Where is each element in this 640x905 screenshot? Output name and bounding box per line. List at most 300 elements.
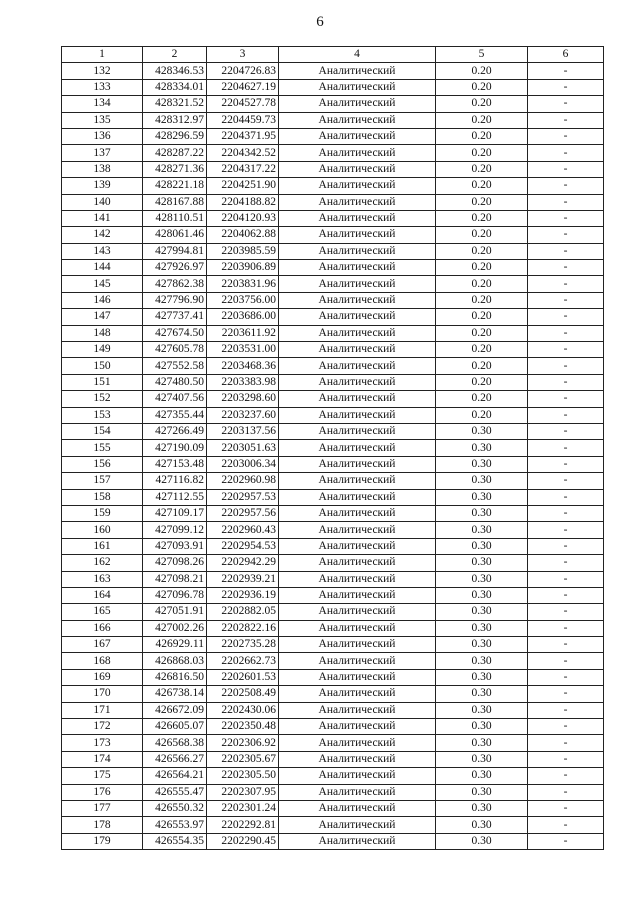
table-row [62,145,604,161]
point-number-cell: 166 [62,620,143,636]
y-coordinate-cell: 2203531.00 [207,342,279,358]
point-number-cell: 142 [62,227,143,243]
note-cell: - [528,489,604,505]
note-cell: - [528,522,604,538]
x-coordinate-cell: 427355.44 [143,407,207,423]
x-coordinate-cell: 428061.46 [143,227,207,243]
accuracy-cell: 0.30 [436,669,528,685]
accuracy-cell: 0.20 [436,407,528,423]
point-number-cell: 139 [62,178,143,194]
point-number-cell: 175 [62,768,143,784]
y-coordinate-cell: 2202957.53 [207,489,279,505]
y-coordinate-cell: 2204317.22 [207,161,279,177]
table-row [62,423,604,439]
x-coordinate-cell: 427862.38 [143,276,207,292]
accuracy-cell: 0.30 [436,538,528,554]
note-cell: - [528,128,604,144]
note-cell: - [528,440,604,456]
y-coordinate-cell: 2202305.67 [207,751,279,767]
point-number-cell: 178 [62,817,143,833]
point-number-cell: 179 [62,833,143,849]
point-number-cell: 156 [62,456,143,472]
point-number-cell: 164 [62,587,143,603]
method-cell: Аналитический [279,587,436,603]
accuracy-cell: 0.20 [436,391,528,407]
y-coordinate-cell: 2203298.60 [207,391,279,407]
y-coordinate-cell: 2204062.88 [207,227,279,243]
note-cell: - [528,751,604,767]
accuracy-cell: 0.30 [436,505,528,521]
y-coordinate-cell: 2203383.98 [207,374,279,390]
note-cell: - [528,800,604,816]
note-cell: - [528,260,604,276]
point-number-cell: 136 [62,128,143,144]
x-coordinate-cell: 426554.35 [143,833,207,849]
accuracy-cell: 0.30 [436,719,528,735]
x-coordinate-cell: 427116.82 [143,473,207,489]
table-row [62,637,604,653]
point-number-cell: 153 [62,407,143,423]
table-row [62,342,604,358]
method-cell: Аналитический [279,456,436,472]
y-coordinate-cell: 2202957.56 [207,505,279,521]
table-row [62,358,604,374]
note-cell: - [528,63,604,79]
y-coordinate-cell: 2202306.92 [207,735,279,751]
accuracy-cell: 0.30 [436,620,528,636]
note-cell: - [528,292,604,308]
accuracy-cell: 0.20 [436,194,528,210]
point-number-cell: 172 [62,719,143,735]
y-coordinate-cell: 2204726.83 [207,63,279,79]
method-cell: Аналитический [279,96,436,112]
method-cell: Аналитический [279,79,436,95]
table-row [62,604,604,620]
y-coordinate-cell: 2203831.96 [207,276,279,292]
table-row [62,719,604,735]
y-coordinate-cell: 2202662.73 [207,653,279,669]
y-coordinate-cell: 2202290.45 [207,833,279,849]
table-row [62,325,604,341]
table-row [62,407,604,423]
point-number-cell: 162 [62,555,143,571]
table-row [62,391,604,407]
point-number-cell: 170 [62,686,143,702]
note-cell: - [528,358,604,374]
table-row [62,161,604,177]
y-coordinate-cell: 2204251.90 [207,178,279,194]
table-row [62,800,604,816]
y-coordinate-cell: 2203137.56 [207,423,279,439]
x-coordinate-cell: 427407.56 [143,391,207,407]
note-cell: - [528,456,604,472]
table-row [62,669,604,685]
accuracy-cell: 0.30 [436,456,528,472]
accuracy-cell: 0.30 [436,702,528,718]
accuracy-cell: 0.30 [436,489,528,505]
method-cell: Аналитический [279,243,436,259]
accuracy-cell: 0.30 [436,768,528,784]
accuracy-cell: 0.20 [436,292,528,308]
table-row [62,178,604,194]
x-coordinate-cell: 427096.78 [143,587,207,603]
note-cell: - [528,768,604,784]
y-coordinate-cell: 2202305.50 [207,768,279,784]
accuracy-cell: 0.30 [436,637,528,653]
y-coordinate-cell: 2203906.89 [207,260,279,276]
method-cell: Аналитический [279,784,436,800]
y-coordinate-cell: 2202601.53 [207,669,279,685]
x-coordinate-cell: 428321.52 [143,96,207,112]
point-number-cell: 174 [62,751,143,767]
method-cell: Аналитический [279,194,436,210]
x-coordinate-cell: 427112.55 [143,489,207,505]
method-cell: Аналитический [279,210,436,226]
header-cell-2: 2 [143,47,207,63]
x-coordinate-cell: 428287.22 [143,145,207,161]
table-row [62,571,604,587]
table-row [62,522,604,538]
page-number: 6 [316,14,324,30]
method-cell: Аналитический [279,227,436,243]
x-coordinate-cell: 426672.09 [143,702,207,718]
y-coordinate-cell: 2203006.34 [207,456,279,472]
y-coordinate-cell: 2202350.48 [207,719,279,735]
table-row [62,751,604,767]
x-coordinate-cell: 427098.26 [143,555,207,571]
x-coordinate-cell: 427153.48 [143,456,207,472]
y-coordinate-cell: 2203985.59 [207,243,279,259]
method-cell: Аналитический [279,374,436,390]
method-cell: Аналитический [279,276,436,292]
point-number-cell: 158 [62,489,143,505]
point-number-cell: 155 [62,440,143,456]
point-number-cell: 168 [62,653,143,669]
y-coordinate-cell: 2202960.98 [207,473,279,489]
x-coordinate-cell: 427093.91 [143,538,207,554]
point-number-cell: 161 [62,538,143,554]
accuracy-cell: 0.20 [436,63,528,79]
x-coordinate-cell: 426605.07 [143,719,207,735]
point-number-cell: 138 [62,161,143,177]
method-cell: Аналитический [279,768,436,784]
x-coordinate-cell: 427099.12 [143,522,207,538]
note-cell: - [528,604,604,620]
table-row [62,833,604,849]
point-number-cell: 177 [62,800,143,816]
note-cell: - [528,833,604,849]
note-cell: - [528,620,604,636]
table-row [62,587,604,603]
method-cell: Аналитический [279,702,436,718]
method-cell: Аналитический [279,800,436,816]
note-cell: - [528,505,604,521]
note-cell: - [528,210,604,226]
y-coordinate-cell: 2203051.63 [207,440,279,456]
point-number-cell: 147 [62,309,143,325]
accuracy-cell: 0.30 [436,587,528,603]
table-row [62,538,604,554]
point-number-cell: 157 [62,473,143,489]
note-cell: - [528,423,604,439]
y-coordinate-cell: 2204120.93 [207,210,279,226]
y-coordinate-cell: 2202307.95 [207,784,279,800]
y-coordinate-cell: 2203611.92 [207,325,279,341]
y-coordinate-cell: 2204342.52 [207,145,279,161]
method-cell: Аналитический [279,620,436,636]
header-cell-3: 3 [207,47,279,63]
table-row [62,128,604,144]
table-header [62,47,604,63]
table-row [62,96,604,112]
method-cell: Аналитический [279,260,436,276]
y-coordinate-cell: 2204527.78 [207,96,279,112]
note-cell: - [528,276,604,292]
note-cell: - [528,374,604,390]
note-cell: - [528,161,604,177]
x-coordinate-cell: 427109.17 [143,505,207,521]
table-row [62,505,604,521]
accuracy-cell: 0.20 [436,325,528,341]
y-coordinate-cell: 2202508.49 [207,686,279,702]
x-coordinate-cell: 428312.97 [143,112,207,128]
accuracy-cell: 0.30 [436,522,528,538]
accuracy-cell: 0.30 [436,653,528,669]
note-cell: - [528,96,604,112]
accuracy-cell: 0.30 [436,784,528,800]
method-cell: Аналитический [279,423,436,439]
point-number-cell: 160 [62,522,143,538]
method-cell: Аналитический [279,817,436,833]
accuracy-cell: 0.20 [436,96,528,112]
note-cell: - [528,145,604,161]
y-coordinate-cell: 2202942.29 [207,555,279,571]
table-row [62,374,604,390]
y-coordinate-cell: 2203468.36 [207,358,279,374]
accuracy-cell: 0.30 [436,555,528,571]
accuracy-cell: 0.30 [436,833,528,849]
x-coordinate-cell: 427051.91 [143,604,207,620]
x-coordinate-cell: 428221.18 [143,178,207,194]
method-cell: Аналитический [279,538,436,554]
table-row [62,292,604,308]
accuracy-cell: 0.30 [436,817,528,833]
accuracy-cell: 0.30 [436,686,528,702]
point-number-cell: 159 [62,505,143,521]
accuracy-cell: 0.20 [436,358,528,374]
point-number-cell: 167 [62,637,143,653]
method-cell: Аналитический [279,440,436,456]
table-row [62,620,604,636]
note-cell: - [528,194,604,210]
y-coordinate-cell: 2203756.00 [207,292,279,308]
x-coordinate-cell: 426868.03 [143,653,207,669]
point-number-cell: 137 [62,145,143,161]
point-number-cell: 144 [62,260,143,276]
point-number-cell: 149 [62,342,143,358]
point-number-cell: 132 [62,63,143,79]
y-coordinate-cell: 2204627.19 [207,79,279,95]
accuracy-cell: 0.30 [436,800,528,816]
point-number-cell: 141 [62,210,143,226]
table-row [62,194,604,210]
note-cell: - [528,407,604,423]
accuracy-cell: 0.20 [436,161,528,177]
method-cell: Аналитический [279,833,436,849]
y-coordinate-cell: 2202954.53 [207,538,279,554]
header-cell-1: 1 [62,47,143,63]
y-coordinate-cell: 2202822.16 [207,620,279,636]
method-cell: Аналитический [279,555,436,571]
note-cell: - [528,227,604,243]
y-coordinate-cell: 2202960.43 [207,522,279,538]
note-cell: - [528,719,604,735]
x-coordinate-cell: 427994.81 [143,243,207,259]
y-coordinate-cell: 2203237.60 [207,407,279,423]
accuracy-cell: 0.30 [436,423,528,439]
point-number-cell: 150 [62,358,143,374]
method-cell: Аналитический [279,342,436,358]
point-number-cell: 146 [62,292,143,308]
method-cell: Аналитический [279,735,436,751]
x-coordinate-cell: 427266.49 [143,423,207,439]
point-number-cell: 163 [62,571,143,587]
x-coordinate-cell: 427190.09 [143,440,207,456]
x-coordinate-cell: 426568.38 [143,735,207,751]
x-coordinate-cell: 427002.26 [143,620,207,636]
x-coordinate-cell: 428296.59 [143,128,207,144]
table-row [62,63,604,79]
y-coordinate-cell: 2202735.28 [207,637,279,653]
y-coordinate-cell: 2203686.00 [207,309,279,325]
method-cell: Аналитический [279,571,436,587]
x-coordinate-cell: 428346.53 [143,63,207,79]
note-cell: - [528,686,604,702]
table-row [62,702,604,718]
accuracy-cell: 0.20 [436,79,528,95]
method-cell: Аналитический [279,407,436,423]
method-cell: Аналитический [279,637,436,653]
accuracy-cell: 0.20 [436,374,528,390]
x-coordinate-cell: 427926.97 [143,260,207,276]
x-coordinate-cell: 426929.11 [143,637,207,653]
x-coordinate-cell: 427098.21 [143,571,207,587]
y-coordinate-cell: 2202936.19 [207,587,279,603]
table-row [62,456,604,472]
x-coordinate-cell: 428334.01 [143,79,207,95]
header-cell-6: 6 [528,47,604,63]
x-coordinate-cell: 427605.78 [143,342,207,358]
method-cell: Аналитический [279,653,436,669]
point-number-cell: 154 [62,423,143,439]
method-cell: Аналитический [279,391,436,407]
point-number-cell: 133 [62,79,143,95]
note-cell: - [528,784,604,800]
note-cell: - [528,653,604,669]
method-cell: Аналитический [279,325,436,341]
note-cell: - [528,702,604,718]
y-coordinate-cell: 2202292.81 [207,817,279,833]
method-cell: Аналитический [279,719,436,735]
note-cell: - [528,325,604,341]
point-number-cell: 134 [62,96,143,112]
x-coordinate-cell: 426566.27 [143,751,207,767]
point-number-cell: 151 [62,374,143,390]
method-cell: Аналитический [279,686,436,702]
accuracy-cell: 0.20 [436,145,528,161]
x-coordinate-cell: 426555.47 [143,784,207,800]
table-row [62,735,604,751]
accuracy-cell: 0.20 [436,309,528,325]
method-cell: Аналитический [279,522,436,538]
table-row [62,784,604,800]
method-cell: Аналитический [279,358,436,374]
table-row [62,243,604,259]
point-number-cell: 176 [62,784,143,800]
x-coordinate-cell: 426816.50 [143,669,207,685]
note-cell: - [528,637,604,653]
x-coordinate-cell: 426550.32 [143,800,207,816]
x-coordinate-cell: 427552.58 [143,358,207,374]
accuracy-cell: 0.20 [436,260,528,276]
accuracy-cell: 0.20 [436,243,528,259]
table-row [62,489,604,505]
note-cell: - [528,342,604,358]
method-cell: Аналитический [279,751,436,767]
point-number-cell: 148 [62,325,143,341]
y-coordinate-cell: 2204188.82 [207,194,279,210]
accuracy-cell: 0.20 [436,342,528,358]
method-cell: Аналитический [279,112,436,128]
point-number-cell: 140 [62,194,143,210]
note-cell: - [528,391,604,407]
accuracy-cell: 0.20 [436,178,528,194]
method-cell: Аналитический [279,489,436,505]
point-number-cell: 165 [62,604,143,620]
method-cell: Аналитический [279,145,436,161]
accuracy-cell: 0.30 [436,604,528,620]
header-cell-5: 5 [436,47,528,63]
table-row [62,555,604,571]
x-coordinate-cell: 428167.88 [143,194,207,210]
point-number-cell: 171 [62,702,143,718]
y-coordinate-cell: 2204371.95 [207,128,279,144]
point-number-cell: 152 [62,391,143,407]
x-coordinate-cell: 427480.50 [143,374,207,390]
note-cell: - [528,79,604,95]
accuracy-cell: 0.20 [436,112,528,128]
method-cell: Аналитический [279,604,436,620]
method-cell: Аналитический [279,505,436,521]
point-number-cell: 135 [62,112,143,128]
point-number-cell: 145 [62,276,143,292]
accuracy-cell: 0.30 [436,473,528,489]
accuracy-cell: 0.30 [436,571,528,587]
note-cell: - [528,309,604,325]
accuracy-cell: 0.30 [436,440,528,456]
y-coordinate-cell: 2204459.73 [207,112,279,128]
point-number-cell: 173 [62,735,143,751]
method-cell: Аналитический [279,292,436,308]
table-row [62,768,604,784]
table-row [62,309,604,325]
method-cell: Аналитический [279,309,436,325]
table-row [62,686,604,702]
table-row [62,112,604,128]
coordinates-table [61,46,604,850]
note-cell: - [528,571,604,587]
x-coordinate-cell: 427674.50 [143,325,207,341]
